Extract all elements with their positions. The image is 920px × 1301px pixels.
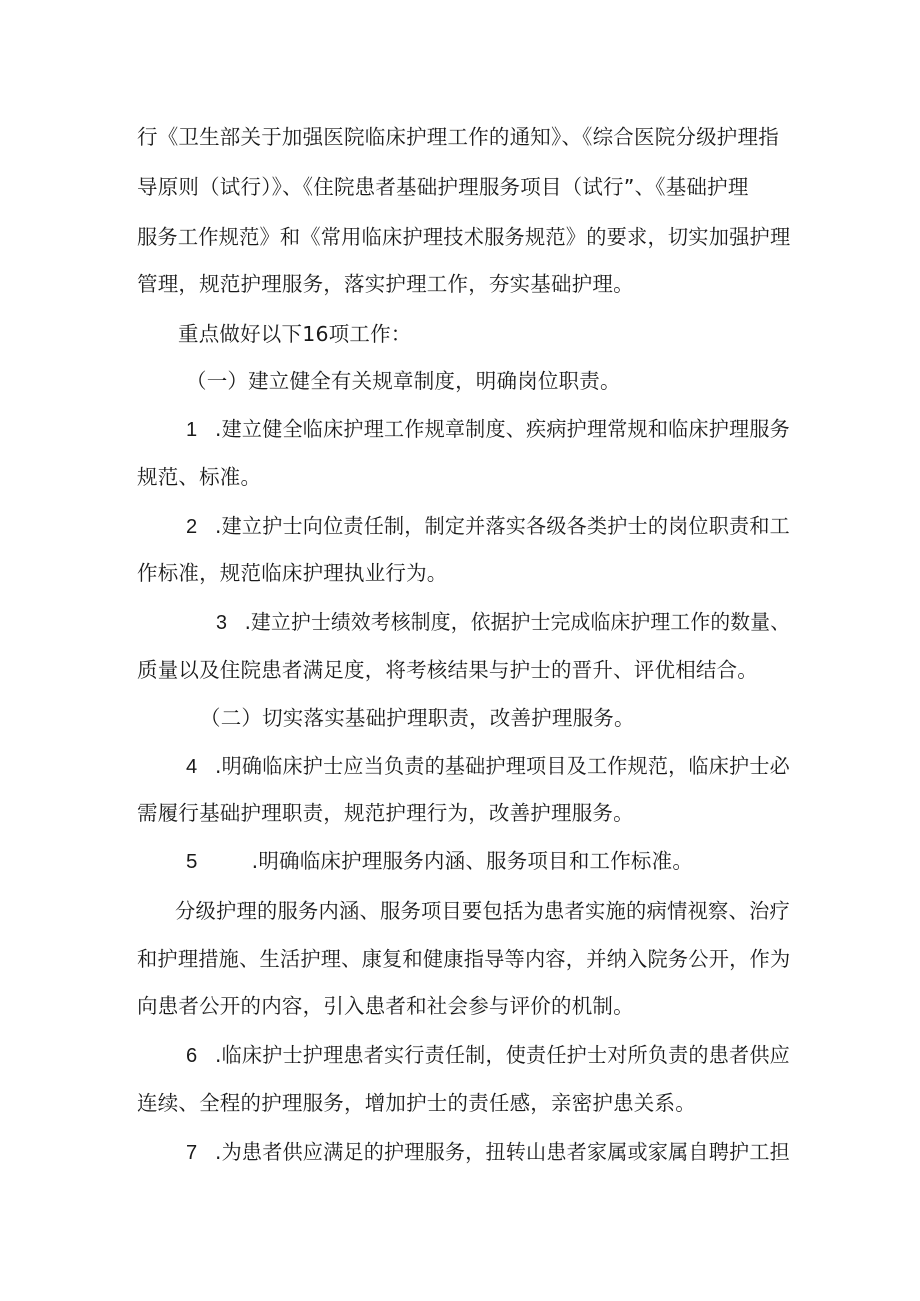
list-item-number: 6 [186, 1044, 198, 1067]
list-item-text: .建立健全临床护理工作规章制度、疾病护理常规和临床护理服务 [215, 417, 790, 441]
paragraph-line: 连续、全程的护理服务，增加护士的责任感，亲密护患关系。 [137, 1091, 696, 1115]
paragraph-line: 规范、标准。 [137, 465, 262, 489]
paragraph-line: 和护理措施、生活护理、康复和健康指导等内容，并纳入院务公开，作为 [137, 947, 791, 971]
list-item-text: .明确临床护理服务内涵、服务项目和工作标准。 [251, 849, 694, 873]
section-heading: （一）建立健全有关规章制度，明确岗位职责。 [186, 369, 621, 393]
list-item-number: 5 [186, 850, 198, 873]
list-item-text: .明确临床护士应当负责的基础护理项目及工作规范，临床护士必 [215, 754, 790, 778]
list-item [186, 1137, 790, 1168]
paragraph-line: 向患者公开的内容，引入患者和社会参与评价的机制。 [137, 994, 634, 1018]
section-intro: 重点做好以下16项工作： [178, 322, 412, 346]
list-item [186, 846, 693, 877]
list-item-number: 4 [186, 755, 198, 778]
paragraph-line: 作标准，规范临床护理执业行为。 [137, 561, 448, 585]
paragraph-line: 服务工作规范》和《常用临床护理技术服务规范》的要求，切实加强护理 [137, 225, 791, 249]
paragraph-line: 行《卫生部关于加强医院临床护理工作的通知》、《综合医院分级护理指 [137, 125, 779, 149]
list-item-text: .建立护士向位责任制，制定并落实各级各类护士的岗位职责和工 [215, 514, 790, 538]
list-item-number: 7 [186, 1141, 198, 1164]
paragraph-line: 分级护理的服务内涵、服务项目要包括为患者实施的病情视察、治疗 [175, 899, 790, 923]
list-item [186, 1040, 790, 1071]
list-item-text: .建立护士绩效考核制度，依据护士完成临床护理工作的数量、 [244, 610, 791, 634]
list-item-text: .临床护士护理患者实行责任制，使责任护士对所负责的患者供应 [215, 1043, 790, 1067]
list-item-number: 2 [186, 515, 198, 538]
paragraph-line: 需履行基础护理职责，规范护理行为，改善护理服务。 [137, 801, 634, 825]
list-item [186, 414, 790, 445]
list-item-text: .为患者供应满足的护理服务，扭转山患者家属或家属自聘护工担 [215, 1140, 790, 1164]
list-item [186, 511, 790, 542]
paragraph-line: 管理，规范护理服务，落实护理工作，夯实基础护理。 [137, 272, 634, 296]
list-item [186, 751, 790, 782]
list-item [216, 607, 790, 638]
section-heading: （二）切实落实基础护理职责，改善护理服务。 [200, 706, 635, 730]
paragraph-line: 质量以及住院患者满足度，将考核结果与护士的晋升、评优相结合。 [137, 658, 758, 682]
list-item-number: 1 [186, 418, 198, 441]
list-item-number: 3 [216, 611, 228, 634]
paragraph-line: 导原则（试行）》、《住院患者基础护理服务项目（试行”、《基础护理 [137, 175, 749, 199]
